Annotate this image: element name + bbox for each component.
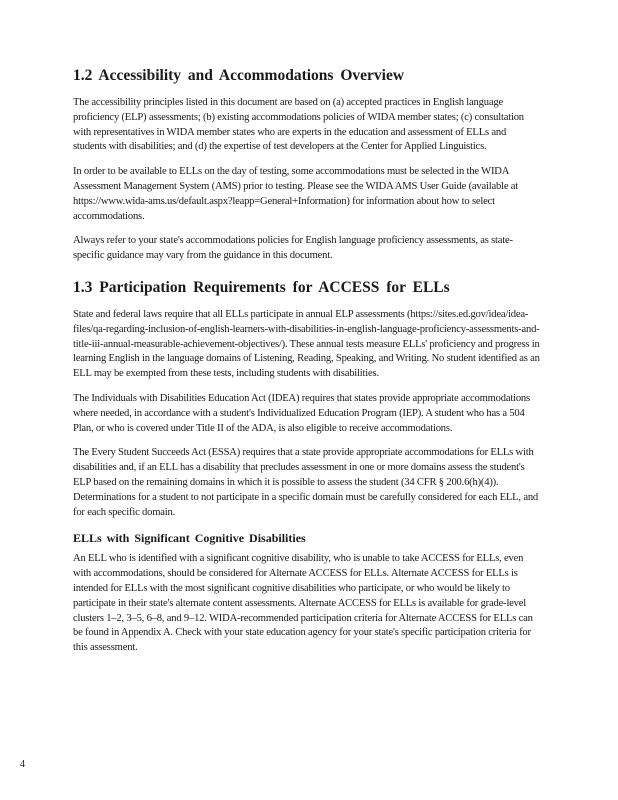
section-heading-participation: 1.3 Participation Requirements for ACCESS for ELLs bbox=[73, 278, 450, 296]
paragraph: The Individuals with Disabilities Education Act (IDEA) requires that states provide appropriate accommodations where needed, in accordance with a student's Individualized Education Program (IEP). A student who has a 504 Plan, or who is covered under Title II of the ADA, is also eligible to receive accommodations. bbox=[73, 392, 530, 434]
paragraph: The accessibility principles listed in this document are based on (a) accepted practices in English language proficiency (ELP) assessments; (b) existing accommodations policies of WIDA member states; (c) consultation with representatives in WIDA member states who are experts in the education and assessment of ELLs and students with disabilities; and (d) the expertise of test developers at the Center for Applied Linguistics. bbox=[73, 97, 524, 153]
subsection-heading: ELLs with Significant Cognitive Disabilities bbox=[73, 531, 306, 546]
paragraph: In order to be available to ELLs on the day of testing, some accommodations must be selected in the WIDA Assessment Management System (AMS) prior to testing. Please see the WIDA AMS User Guide (available at https://www.wida-ams.us/default.aspx?leapp=General+Information) for information about how to select accommodations. bbox=[73, 166, 519, 222]
paragraph: The Every Student Succeeds Act (ESSA) requires that a state provide appropriate accommodations for ELLs with disabilities and, if an ELL has a disability that precludes assessment in one or more domains assess the student's ELP based on the remaining domains in which it is possible to assess the student (34 CFR § 200.6(h)(4)). Determinations for a student to not participate in a specific domain must be carefully considered for each ELL, and for each specific domain. bbox=[73, 447, 539, 518]
paragraph: Always refer to your state's accommodations policies for English language proficiency assessments, as state-specific guidance may vary from the guidance in this document. bbox=[73, 235, 513, 262]
page-content bbox=[73, 66, 541, 666]
page-number: 4 bbox=[20, 759, 25, 770]
section-heading-accessibility: 1.2 Accessibility and Accommodations Overview bbox=[73, 67, 405, 84]
paragraph: State and federal laws require that all ELLs participate in annual ELP assessments (https://sites.ed.gov/idea/idea-files/qa-regarding-inclusion-of-english-learners-with-disabilities-in-english-language-proficiency-assessments-and-title-iii-annual-measurable-achievement-objectives/). These annual tests measure ELLs' proficiency and progress in learning English in the language domains of Listening, Reading, Speaking, and Writing. No student identified as an ELL may be exempted from these tests, including students with disabilities. bbox=[73, 308, 540, 380]
paragraph: An ELL who is identified with a significant cognitive disability, who is unable to take ACCESS for ELLs, even with accommodations, should be considered for Alternate ACCESS for ELLs. Alternate ACCESS for ELLs is intended for ELLs with the most significant cognitive disabilities who participate, or who would be likely to participate in their state's alternate content assessments. Alternate ACCESS for ELLs is available for grade-level clusters 1–2, 3–5, 6–8, and 9–12. WIDA-recommended participation criteria for Alternate ACCESS for ELLs can be found in Appendix A. Check with your state education agency for your state's specific participation criteria for this assessment. bbox=[73, 553, 533, 654]
